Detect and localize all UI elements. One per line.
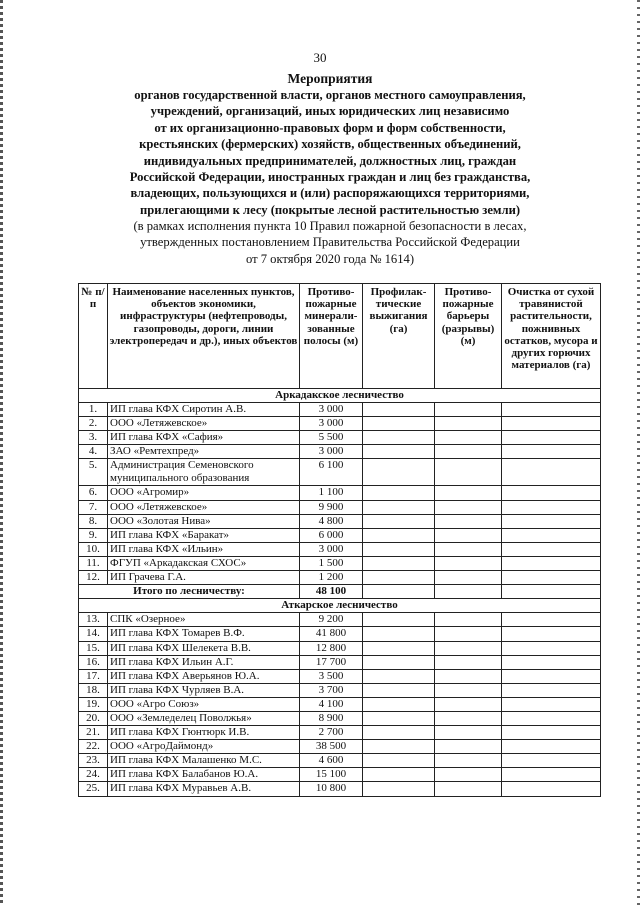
object-name: ООО «Летяжевское» xyxy=(108,500,300,514)
mineral-strip-length: 9 900 xyxy=(300,500,363,514)
mineral-strip-length: 4 100 xyxy=(300,697,363,711)
table-row xyxy=(79,782,601,796)
mineral-strip-length: 12 800 xyxy=(300,641,363,655)
fire-barrier-cell xyxy=(435,445,502,459)
preventive-burning-cell xyxy=(363,403,435,417)
row-number: 5. xyxy=(79,459,108,486)
object-name: ИП глава КФХ Аверьянов Ю.А. xyxy=(108,669,300,683)
cleaning-cell xyxy=(502,768,601,782)
preventive-burning-cell xyxy=(363,740,435,754)
object-name: ИП глава КФХ «Сафия» xyxy=(108,431,300,445)
subtitle-line: Российской Федерации, иностранных граждан и лиц без гражданства, xyxy=(129,170,531,185)
fire-barrier-cell xyxy=(435,754,502,768)
total-value: 48 100 xyxy=(300,585,363,599)
preventive-burning-cell xyxy=(363,768,435,782)
preventive-burning-cell xyxy=(363,459,435,486)
table-row xyxy=(79,500,601,514)
preventive-burning-cell xyxy=(363,445,435,459)
fire-barrier-cell xyxy=(435,627,502,641)
header-fire-barriers: Противо-пожарные барьеры (разрывы) (м) xyxy=(435,284,502,389)
row-number: 17. xyxy=(79,669,108,683)
row-number: 16. xyxy=(79,655,108,669)
preventive-burning-cell xyxy=(363,683,435,697)
object-name: ИП глава КФХ «Баракат» xyxy=(108,528,300,542)
table-row xyxy=(79,445,601,459)
table-row xyxy=(79,627,601,641)
mineral-strip-length: 4 600 xyxy=(300,754,363,768)
object-name: ИП глава КФХ Томарев В.Ф. xyxy=(108,627,300,641)
fire-barrier-cell xyxy=(435,782,502,796)
row-number: 20. xyxy=(79,711,108,725)
mineral-strip-length: 3 000 xyxy=(300,403,363,417)
mineral-strip-length: 9 200 xyxy=(300,613,363,627)
fire-barrier-cell xyxy=(435,417,502,431)
row-number: 2. xyxy=(79,417,108,431)
table-row xyxy=(79,711,601,725)
object-name: ООО «Летяжевское» xyxy=(108,417,300,431)
object-name: ООО «Земледелец Поволжья» xyxy=(108,711,300,725)
cleaning-cell xyxy=(502,613,601,627)
preventive-burning-cell xyxy=(363,431,435,445)
cleaning-cell xyxy=(502,556,601,570)
fire-barrier-cell xyxy=(435,669,502,683)
subtitle-line: крестьянских (фермерских) хозяйств, общественных объединений, xyxy=(139,137,521,152)
table-row xyxy=(79,669,601,683)
preventive-burning-cell xyxy=(363,556,435,570)
cleaning-cell xyxy=(502,726,601,740)
fire-barrier-cell xyxy=(435,403,502,417)
cleaning-cell xyxy=(502,500,601,514)
object-name: ИП глава КФХ Ильин А.Г. xyxy=(108,655,300,669)
mineral-strip-length: 5 500 xyxy=(300,431,363,445)
mineral-strip-length: 17 700 xyxy=(300,655,363,669)
total-empty-cell xyxy=(435,585,502,599)
object-name: Администрация Семеновского муниципального образования xyxy=(108,459,300,486)
measures-table xyxy=(78,283,601,797)
table-row xyxy=(79,528,601,542)
cleaning-cell xyxy=(502,445,601,459)
cleaning-cell xyxy=(502,754,601,768)
fire-barrier-cell xyxy=(435,571,502,585)
row-number: 25. xyxy=(79,782,108,796)
header-preventive-burning: Профилак-тические выжигания (га) xyxy=(363,284,435,389)
row-number: 9. xyxy=(79,528,108,542)
header-object-name: Наименование населенных пунктов, объектов экономики, инфраструктуры (нефтепроводы, газопроводы, дороги, линии электропередач и др.), иных объектов xyxy=(108,284,300,389)
object-name: ИП глава КФХ Чурляев В.А. xyxy=(108,683,300,697)
subtitle-line: индивидуальных предпринимателей, должностных лиц, граждан xyxy=(143,153,517,168)
mineral-strip-length: 6 100 xyxy=(300,459,363,486)
fire-barrier-cell xyxy=(435,556,502,570)
mineral-strip-length: 10 800 xyxy=(300,782,363,796)
note-line: утвержденных постановлением Правительства Российской Федерации xyxy=(140,235,520,250)
document-title: Мероприятия xyxy=(287,71,373,86)
cleaning-cell xyxy=(502,417,601,431)
row-number: 19. xyxy=(79,697,108,711)
fire-barrier-cell xyxy=(435,655,502,669)
mineral-strip-length: 3 500 xyxy=(300,669,363,683)
fire-barrier-cell xyxy=(435,459,502,486)
mineral-strip-length: 1 100 xyxy=(300,486,363,500)
fire-barrier-cell xyxy=(435,726,502,740)
preventive-burning-cell xyxy=(363,486,435,500)
mineral-strip-length: 4 800 xyxy=(300,514,363,528)
preventive-burning-cell xyxy=(363,726,435,740)
section-row xyxy=(79,599,601,613)
page-number: 30 xyxy=(313,50,327,65)
total-label: Итого по лесничеству: xyxy=(79,585,300,599)
table-row xyxy=(79,740,601,754)
object-name: ЗАО «Ремтехпред» xyxy=(108,445,300,459)
fire-barrier-cell xyxy=(435,431,502,445)
header-number: № п/п xyxy=(79,284,108,389)
mineral-strip-length: 8 900 xyxy=(300,711,363,725)
cleaning-cell xyxy=(502,403,601,417)
preventive-burning-cell xyxy=(363,782,435,796)
object-name: ООО «Агро Союз» xyxy=(108,697,300,711)
mineral-strip-length: 41 800 xyxy=(300,627,363,641)
fire-barrier-cell xyxy=(435,514,502,528)
subtitle-line: прилегающими к лесу (покрытые лесной растительностью земли) xyxy=(139,202,521,217)
cleaning-cell xyxy=(502,669,601,683)
subtitle-line: от их организационно-правовых форм и форм собственности, xyxy=(154,120,506,135)
table-body xyxy=(79,389,601,797)
row-number: 21. xyxy=(79,726,108,740)
row-number: 22. xyxy=(79,740,108,754)
section-title: Аткарское лесничество xyxy=(79,599,601,613)
preventive-burning-cell xyxy=(363,417,435,431)
table-row xyxy=(79,697,601,711)
row-number: 4. xyxy=(79,445,108,459)
fire-barrier-cell xyxy=(435,711,502,725)
section-row xyxy=(79,389,601,403)
header-mineral-strips: Противо-пожарные минерали-зованные полосы (м) xyxy=(300,284,363,389)
total-row xyxy=(79,585,601,599)
preventive-burning-cell xyxy=(363,613,435,627)
fire-barrier-cell xyxy=(435,683,502,697)
fire-barrier-cell xyxy=(435,740,502,754)
row-number: 18. xyxy=(79,683,108,697)
object-name: ИП глава КФХ «Ильин» xyxy=(108,542,300,556)
preventive-burning-cell xyxy=(363,754,435,768)
table-row xyxy=(79,403,601,417)
fire-barrier-cell xyxy=(435,528,502,542)
cleaning-cell xyxy=(502,459,601,486)
row-number: 8. xyxy=(79,514,108,528)
fire-barrier-cell xyxy=(435,542,502,556)
subtitle-line: учреждений, организаций, иных юридических лиц независимо xyxy=(150,104,510,119)
row-number: 10. xyxy=(79,542,108,556)
cleaning-cell xyxy=(502,655,601,669)
row-number: 12. xyxy=(79,571,108,585)
preventive-burning-cell xyxy=(363,627,435,641)
subtitle-line: органов государственной власти, органов местного самоуправления, xyxy=(134,88,526,102)
table-row xyxy=(79,459,601,486)
mineral-strip-length: 1 500 xyxy=(300,556,363,570)
cleaning-cell xyxy=(502,683,601,697)
object-name: ИП глава КФХ Шелекета В.В. xyxy=(108,641,300,655)
object-name: ИП глава КФХ Муравьев А.В. xyxy=(108,782,300,796)
mineral-strip-length: 3 700 xyxy=(300,683,363,697)
cleaning-cell xyxy=(502,514,601,528)
object-name: ФГУП «Аркадакская СХОС» xyxy=(108,556,300,570)
row-number: 6. xyxy=(79,486,108,500)
row-number: 1. xyxy=(79,403,108,417)
table-row xyxy=(79,641,601,655)
row-number: 11. xyxy=(79,556,108,570)
table-row xyxy=(79,514,601,528)
cleaning-cell xyxy=(502,571,601,585)
table-row xyxy=(79,613,601,627)
table-row xyxy=(79,726,601,740)
object-name: ИП глава КФХ Балабанов Ю.А. xyxy=(108,768,300,782)
fire-barrier-cell xyxy=(435,613,502,627)
total-empty-cell xyxy=(363,585,435,599)
note-line: (в рамках исполнения пункта 10 Правил пожарной безопасности в лесах, xyxy=(133,219,527,234)
cleaning-cell xyxy=(502,528,601,542)
mineral-strip-length: 6 000 xyxy=(300,528,363,542)
mineral-strip-length: 15 100 xyxy=(300,768,363,782)
cleaning-cell xyxy=(502,486,601,500)
table-header-row xyxy=(79,284,601,389)
table-row xyxy=(79,683,601,697)
mineral-strip-length: 1 200 xyxy=(300,571,363,585)
fire-barrier-cell xyxy=(435,641,502,655)
row-number: 3. xyxy=(79,431,108,445)
table-row xyxy=(79,542,601,556)
section-title: Аркадакское лесничество xyxy=(79,389,601,403)
object-name: ООО «АгроДаймонд» xyxy=(108,740,300,754)
row-number: 15. xyxy=(79,641,108,655)
preventive-burning-cell xyxy=(363,711,435,725)
cleaning-cell xyxy=(502,431,601,445)
total-empty-cell xyxy=(502,585,601,599)
mineral-strip-length: 2 700 xyxy=(300,726,363,740)
mineral-strip-length: 38 500 xyxy=(300,740,363,754)
cleaning-cell xyxy=(502,711,601,725)
header-cleaning: Очистка от сухой травянистой растительности, пожнивных остатков, мусора и других горючих материалов (га) xyxy=(502,284,601,389)
preventive-burning-cell xyxy=(363,571,435,585)
cleaning-cell xyxy=(502,740,601,754)
object-name: ИП Грачева Г.А. xyxy=(108,571,300,585)
preventive-burning-cell xyxy=(363,500,435,514)
cleaning-cell xyxy=(502,641,601,655)
cleaning-cell xyxy=(502,627,601,641)
object-name: СПК «Озерное» xyxy=(108,613,300,627)
table-row xyxy=(79,431,601,445)
table-row xyxy=(79,768,601,782)
preventive-burning-cell xyxy=(363,655,435,669)
table-row xyxy=(79,417,601,431)
object-name: ИП глава КФХ Малашенко М.С. xyxy=(108,754,300,768)
preventive-burning-cell xyxy=(363,542,435,556)
note-line: от 7 октября 2020 года № 1614) xyxy=(245,251,415,266)
object-name: ООО «Агромир» xyxy=(108,486,300,500)
preventive-burning-cell xyxy=(363,514,435,528)
table-row xyxy=(79,556,601,570)
subtitle-line: владеющих, пользующихся и (или) распоряжающихся территориями, xyxy=(130,186,530,201)
table-row xyxy=(79,571,601,585)
object-name: ИП глава КФХ Гюнтюрк И.В. xyxy=(108,726,300,740)
table-row xyxy=(79,754,601,768)
fire-barrier-cell xyxy=(435,500,502,514)
mineral-strip-length: 3 000 xyxy=(300,542,363,556)
row-number: 14. xyxy=(79,627,108,641)
fire-barrier-cell xyxy=(435,486,502,500)
cleaning-cell xyxy=(502,542,601,556)
preventive-burning-cell xyxy=(363,641,435,655)
mineral-strip-length: 3 000 xyxy=(300,445,363,459)
cleaning-cell xyxy=(502,697,601,711)
table-row xyxy=(79,486,601,500)
object-name: ООО «Золотая Нива» xyxy=(108,514,300,528)
row-number: 7. xyxy=(79,500,108,514)
fire-barrier-cell xyxy=(435,697,502,711)
object-name: ИП глава КФХ Сиротин А.В. xyxy=(108,403,300,417)
table-row xyxy=(79,655,601,669)
mineral-strip-length: 3 000 xyxy=(300,417,363,431)
fire-barrier-cell xyxy=(435,768,502,782)
scan-edge-left xyxy=(0,0,3,905)
row-number: 13. xyxy=(79,613,108,627)
document-header xyxy=(70,70,590,267)
preventive-burning-cell xyxy=(363,528,435,542)
row-number: 24. xyxy=(79,768,108,782)
cleaning-cell xyxy=(502,782,601,796)
row-number: 23. xyxy=(79,754,108,768)
preventive-burning-cell xyxy=(363,697,435,711)
preventive-burning-cell xyxy=(363,669,435,683)
